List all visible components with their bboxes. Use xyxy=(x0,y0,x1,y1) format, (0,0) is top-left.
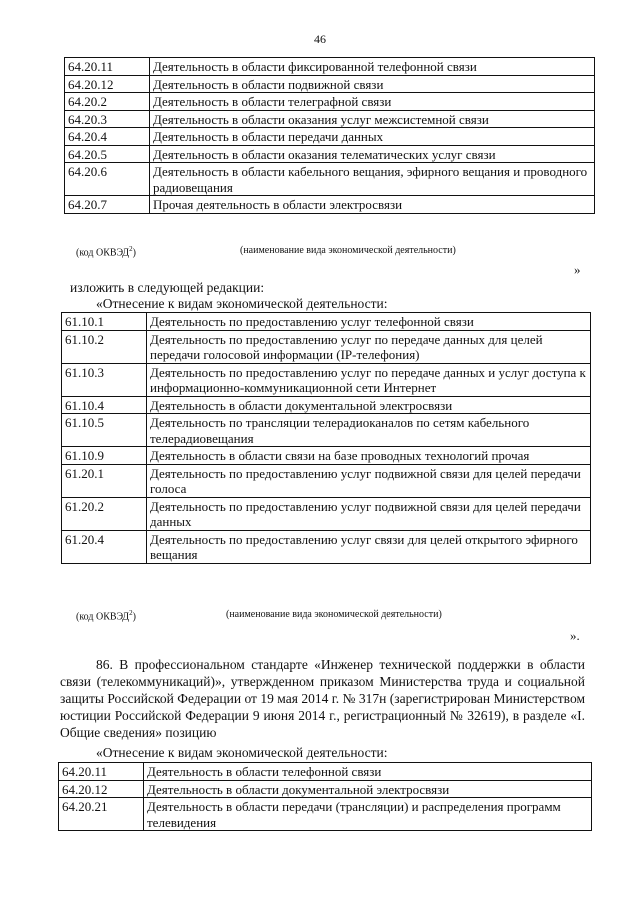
paragraph-86: 86. В профессиональном стандарте «Инженер технической поддержки в области связи (телекоммуникаций)», утвержденном приказом Министерства труда и социальной защиты Российской Федерации от 19 мая 2014 г. № 317н (зарегистрирован Министерством юстиции Российской Федерации 9 июня 2014 г., регистрационный № 32619), в разделе «I. Общие сведения» позицию xyxy=(60,657,585,740)
activity-name: Деятельность в области передачи данных xyxy=(150,128,595,146)
table-row xyxy=(62,363,591,396)
table-row xyxy=(59,763,592,781)
okved-code: 61.20.4 xyxy=(62,530,147,563)
okved-code: 61.10.9 xyxy=(62,447,147,465)
okved-code: 64.20.6 xyxy=(65,163,150,196)
okved-code: 64.20.12 xyxy=(65,75,150,93)
okved-code: 61.10.1 xyxy=(62,313,147,331)
intro-text: изложить в следующей редакции: xyxy=(70,280,265,295)
activity-name: Деятельность по предоставлению услуг подвижной связи для целей передачи голоса xyxy=(147,464,591,497)
activity-name: Деятельность по предоставлению услуг подвижной связи для целей передачи данных xyxy=(147,497,591,530)
table-row xyxy=(65,93,595,111)
okved-code: 64.20.4 xyxy=(65,128,150,146)
activity-name: Деятельность по предоставлению услуг телефонной связи xyxy=(147,313,591,331)
okved-code: 64.20.11 xyxy=(65,58,150,76)
table-row xyxy=(62,447,591,465)
section-heading: «Отнесение к видам экономической деятельности: xyxy=(96,745,388,760)
activity-name: Деятельность по трансляции телерадиоканалов по сетям кабельного телерадиовещания xyxy=(147,414,591,447)
table-row xyxy=(62,530,591,563)
okved-code: 64.20.7 xyxy=(65,196,150,214)
table-row xyxy=(59,798,592,831)
table-row xyxy=(62,330,591,363)
table-row xyxy=(62,414,591,447)
activity-name: Деятельность в области связи на базе проводных технологий прочая xyxy=(147,447,591,465)
okved-code: 61.10.4 xyxy=(62,396,147,414)
okved-code: 64.20.12 xyxy=(59,780,144,798)
table-row xyxy=(65,110,595,128)
activity-name: Деятельность в области передачи (трансляции) и распределения программ телевидения xyxy=(144,798,592,831)
activity-name: Деятельность в области оказания телематических услуг связи xyxy=(150,145,595,163)
activity-name: Деятельность по предоставлению услуг по передаче данных и услуг доступа к информационно-коммуникационной сети Интернет xyxy=(147,363,591,396)
activity-name: Деятельность в области телефонной связи xyxy=(144,763,592,781)
caption-name: (наименование вида экономической деятельности) xyxy=(240,245,456,256)
okved-table-position xyxy=(58,762,592,831)
okved-code: 64.20.21 xyxy=(59,798,144,831)
table-row xyxy=(65,75,595,93)
okved-table-new xyxy=(61,312,591,564)
activity-name: Прочая деятельность в области электросвязи xyxy=(150,196,595,214)
closing-quote: ». xyxy=(570,628,580,643)
activity-name: Деятельность в области документальной электросвязи xyxy=(147,396,591,414)
okved-code: 61.10.5 xyxy=(62,414,147,447)
okved-table-old xyxy=(64,57,595,214)
table-row xyxy=(65,128,595,146)
okved-code: 64.20.5 xyxy=(65,145,150,163)
table-row xyxy=(65,163,595,196)
activity-name: Деятельность по предоставлению услуг по передаче данных для целей передачи голосовой информации (IP-телефония) xyxy=(147,330,591,363)
activity-name: Деятельность в области документальной электросвязи xyxy=(144,780,592,798)
okved-code: 61.10.3 xyxy=(62,363,147,396)
table-row xyxy=(65,196,595,214)
caption-code: (код ОКВЭД$^2$) xyxy=(76,609,136,623)
okved-code: 61.10.2 xyxy=(62,330,147,363)
activity-name: Деятельность в области оказания услуг межсистемной связи xyxy=(150,110,595,128)
table-row xyxy=(59,780,592,798)
activity-name: Деятельность в области телеграфной связи xyxy=(150,93,595,111)
closing-quote: » xyxy=(574,262,581,277)
activity-name: Деятельность в области кабельного вещания, эфирного вещания и проводного радиовещания xyxy=(150,163,595,196)
activity-name: Деятельность в области фиксированной телефонной связи xyxy=(150,58,595,76)
okved-code: 64.20.3 xyxy=(65,110,150,128)
table-row xyxy=(62,464,591,497)
okved-code: 64.20.2 xyxy=(65,93,150,111)
table-row xyxy=(62,396,591,414)
okved-code: 61.20.1 xyxy=(62,464,147,497)
activity-name: Деятельность в области подвижной связи xyxy=(150,75,595,93)
table-row xyxy=(65,145,595,163)
caption-name: (наименование вида экономической деятельности) xyxy=(226,609,442,620)
table-row xyxy=(65,58,595,76)
page-number: 46 xyxy=(314,32,326,46)
okved-code: 61.20.2 xyxy=(62,497,147,530)
table-row xyxy=(62,313,591,331)
table-row xyxy=(62,497,591,530)
section-heading: «Отнесение к видам экономической деятельности: xyxy=(96,296,388,311)
caption-code: (код ОКВЭД$^2$) xyxy=(76,245,136,259)
activity-name: Деятельность по предоставлению услуг связи для целей открытого эфирного вещания xyxy=(147,530,591,563)
okved-code: 64.20.11 xyxy=(59,763,144,781)
